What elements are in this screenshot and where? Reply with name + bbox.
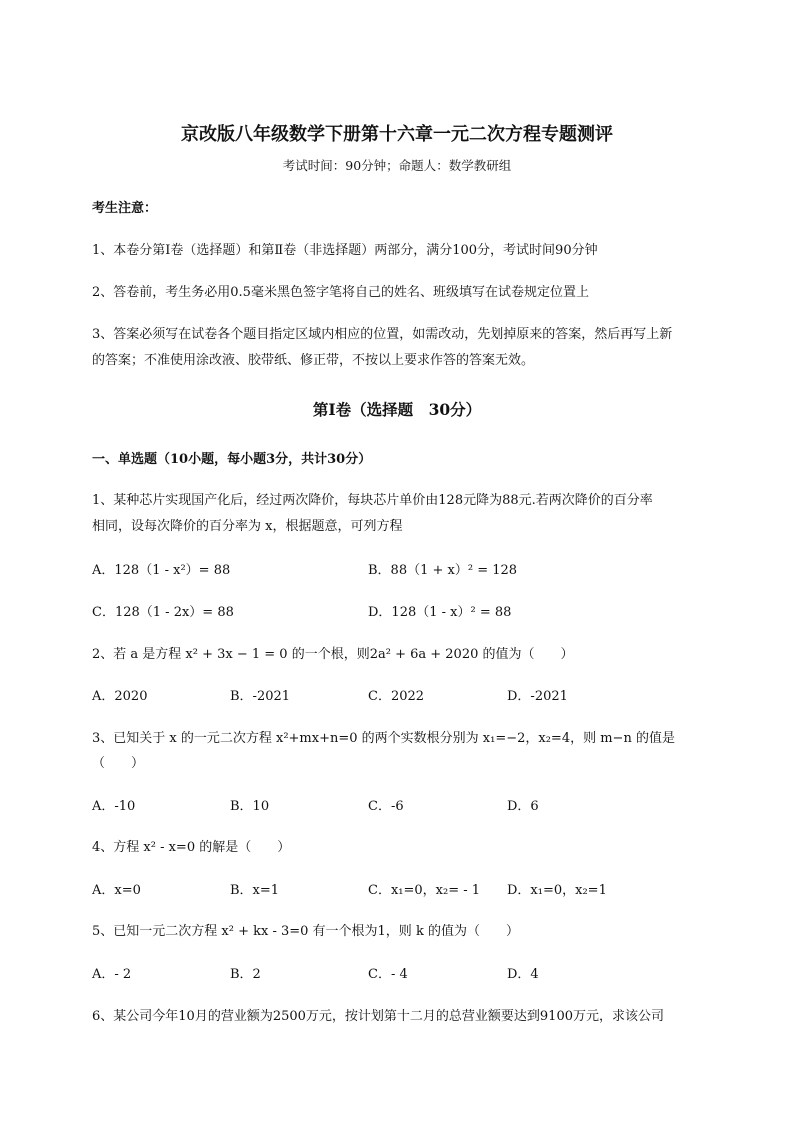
question-5-option-b: B．2 <box>230 967 261 982</box>
part-heading: 一、单选题（10小题，每小题3分，共计30分） <box>92 452 372 467</box>
question-1-line2: 相同，设每次降价的百分率为 x，根据题意，可列方程 <box>92 519 403 534</box>
question-4-option-c: C．x₁=0，x₂= - 1 <box>368 883 481 898</box>
question-3-option-d: D．6 <box>507 799 539 814</box>
question-6-line1: 6、某公司今年10月的营业额为2500万元，按计划第十二月的总营业额要达到9100万元，求该公司 <box>92 1009 664 1024</box>
question-2-option-b: B．-2021 <box>230 689 291 704</box>
question-3-line1: 3、已知关于 x 的一元二次方程 x²+mx+n=0 的两个实数根分别为 x₁=−2，x₂=4，则 m−n 的值是 <box>92 731 675 746</box>
question-5-line1: 5、已知一元二次方程 x² + kx - 3=0 有一个根为1，则 k 的值为（ ） <box>92 924 519 939</box>
notice-item-1: 1、本卷分第I卷（选择题）和第Ⅱ卷（非选择题）两部分，满分100分，考试时间90分钟 <box>92 243 598 258</box>
page-title: 京改版八年级数学下册第十六章一元二次方程专题测评 <box>181 124 613 145</box>
question-3-option-c: C．-6 <box>368 799 404 814</box>
question-4-option-b: B．x=1 <box>230 883 280 898</box>
notice-item-3: 3、答案必须写在试卷各个题目指定区域内相应的位置，如需改动，先划掉原来的答案，然后再写上新 <box>92 327 673 342</box>
page-subtitle: 考试时间：90分钟；命题人：数学教研组 <box>282 158 512 173</box>
question-1-line1: 1、某种芯片实现国产化后，经过两次降价，每块芯片单价由128元降为88元.若两次降价的百分率 <box>92 493 653 508</box>
question-5-option-c: C．- 4 <box>368 967 408 982</box>
question-5-option-a: A．- 2 <box>92 967 132 982</box>
notice-item-3-cont: 的答案；不准使用涂改液、胶带纸、修正带，不按以上要求作答的答案无效。 <box>92 353 535 368</box>
question-3-line2: （ ） <box>92 756 145 771</box>
section-title: 第I卷（选择题 30分） <box>312 400 482 419</box>
question-1-option-b: B．88（1 + x）² = 128 <box>368 563 518 578</box>
question-1-option-c: C．128（1 - 2x）= 88 <box>92 605 234 620</box>
question-2-option-d: D．-2021 <box>507 689 568 704</box>
question-4-line1: 4、方程 x² - x=0 的解是（ ） <box>92 840 291 855</box>
question-4-option-a: A．x=0 <box>92 883 141 898</box>
question-5-option-d: D．4 <box>507 967 539 982</box>
notice-item-2: 2、答卷前，考生务必用0.5毫米黑色签字笔将自己的姓名、班级填写在试卷规定位置上 <box>92 285 589 300</box>
question-2-option-c: C．2022 <box>368 689 425 704</box>
question-4-option-d: D．x₁=0，x₂=1 <box>507 883 607 898</box>
question-2-line1: 2、若 a 是方程 x² + 3x − 1 = 0 的一个根，则2a² + 6a + 2020 的值为（ ） <box>92 647 574 662</box>
question-1-option-a: A．128（1 - x²）= 88 <box>92 563 231 578</box>
question-1-option-d: D．128（1 - x）² = 88 <box>368 605 512 620</box>
notice-heading: 考生注意： <box>92 201 158 216</box>
question-3-option-a: A．-10 <box>92 799 136 814</box>
question-3-option-b: B．10 <box>230 799 270 814</box>
question-2-option-a: A．2020 <box>92 689 148 704</box>
